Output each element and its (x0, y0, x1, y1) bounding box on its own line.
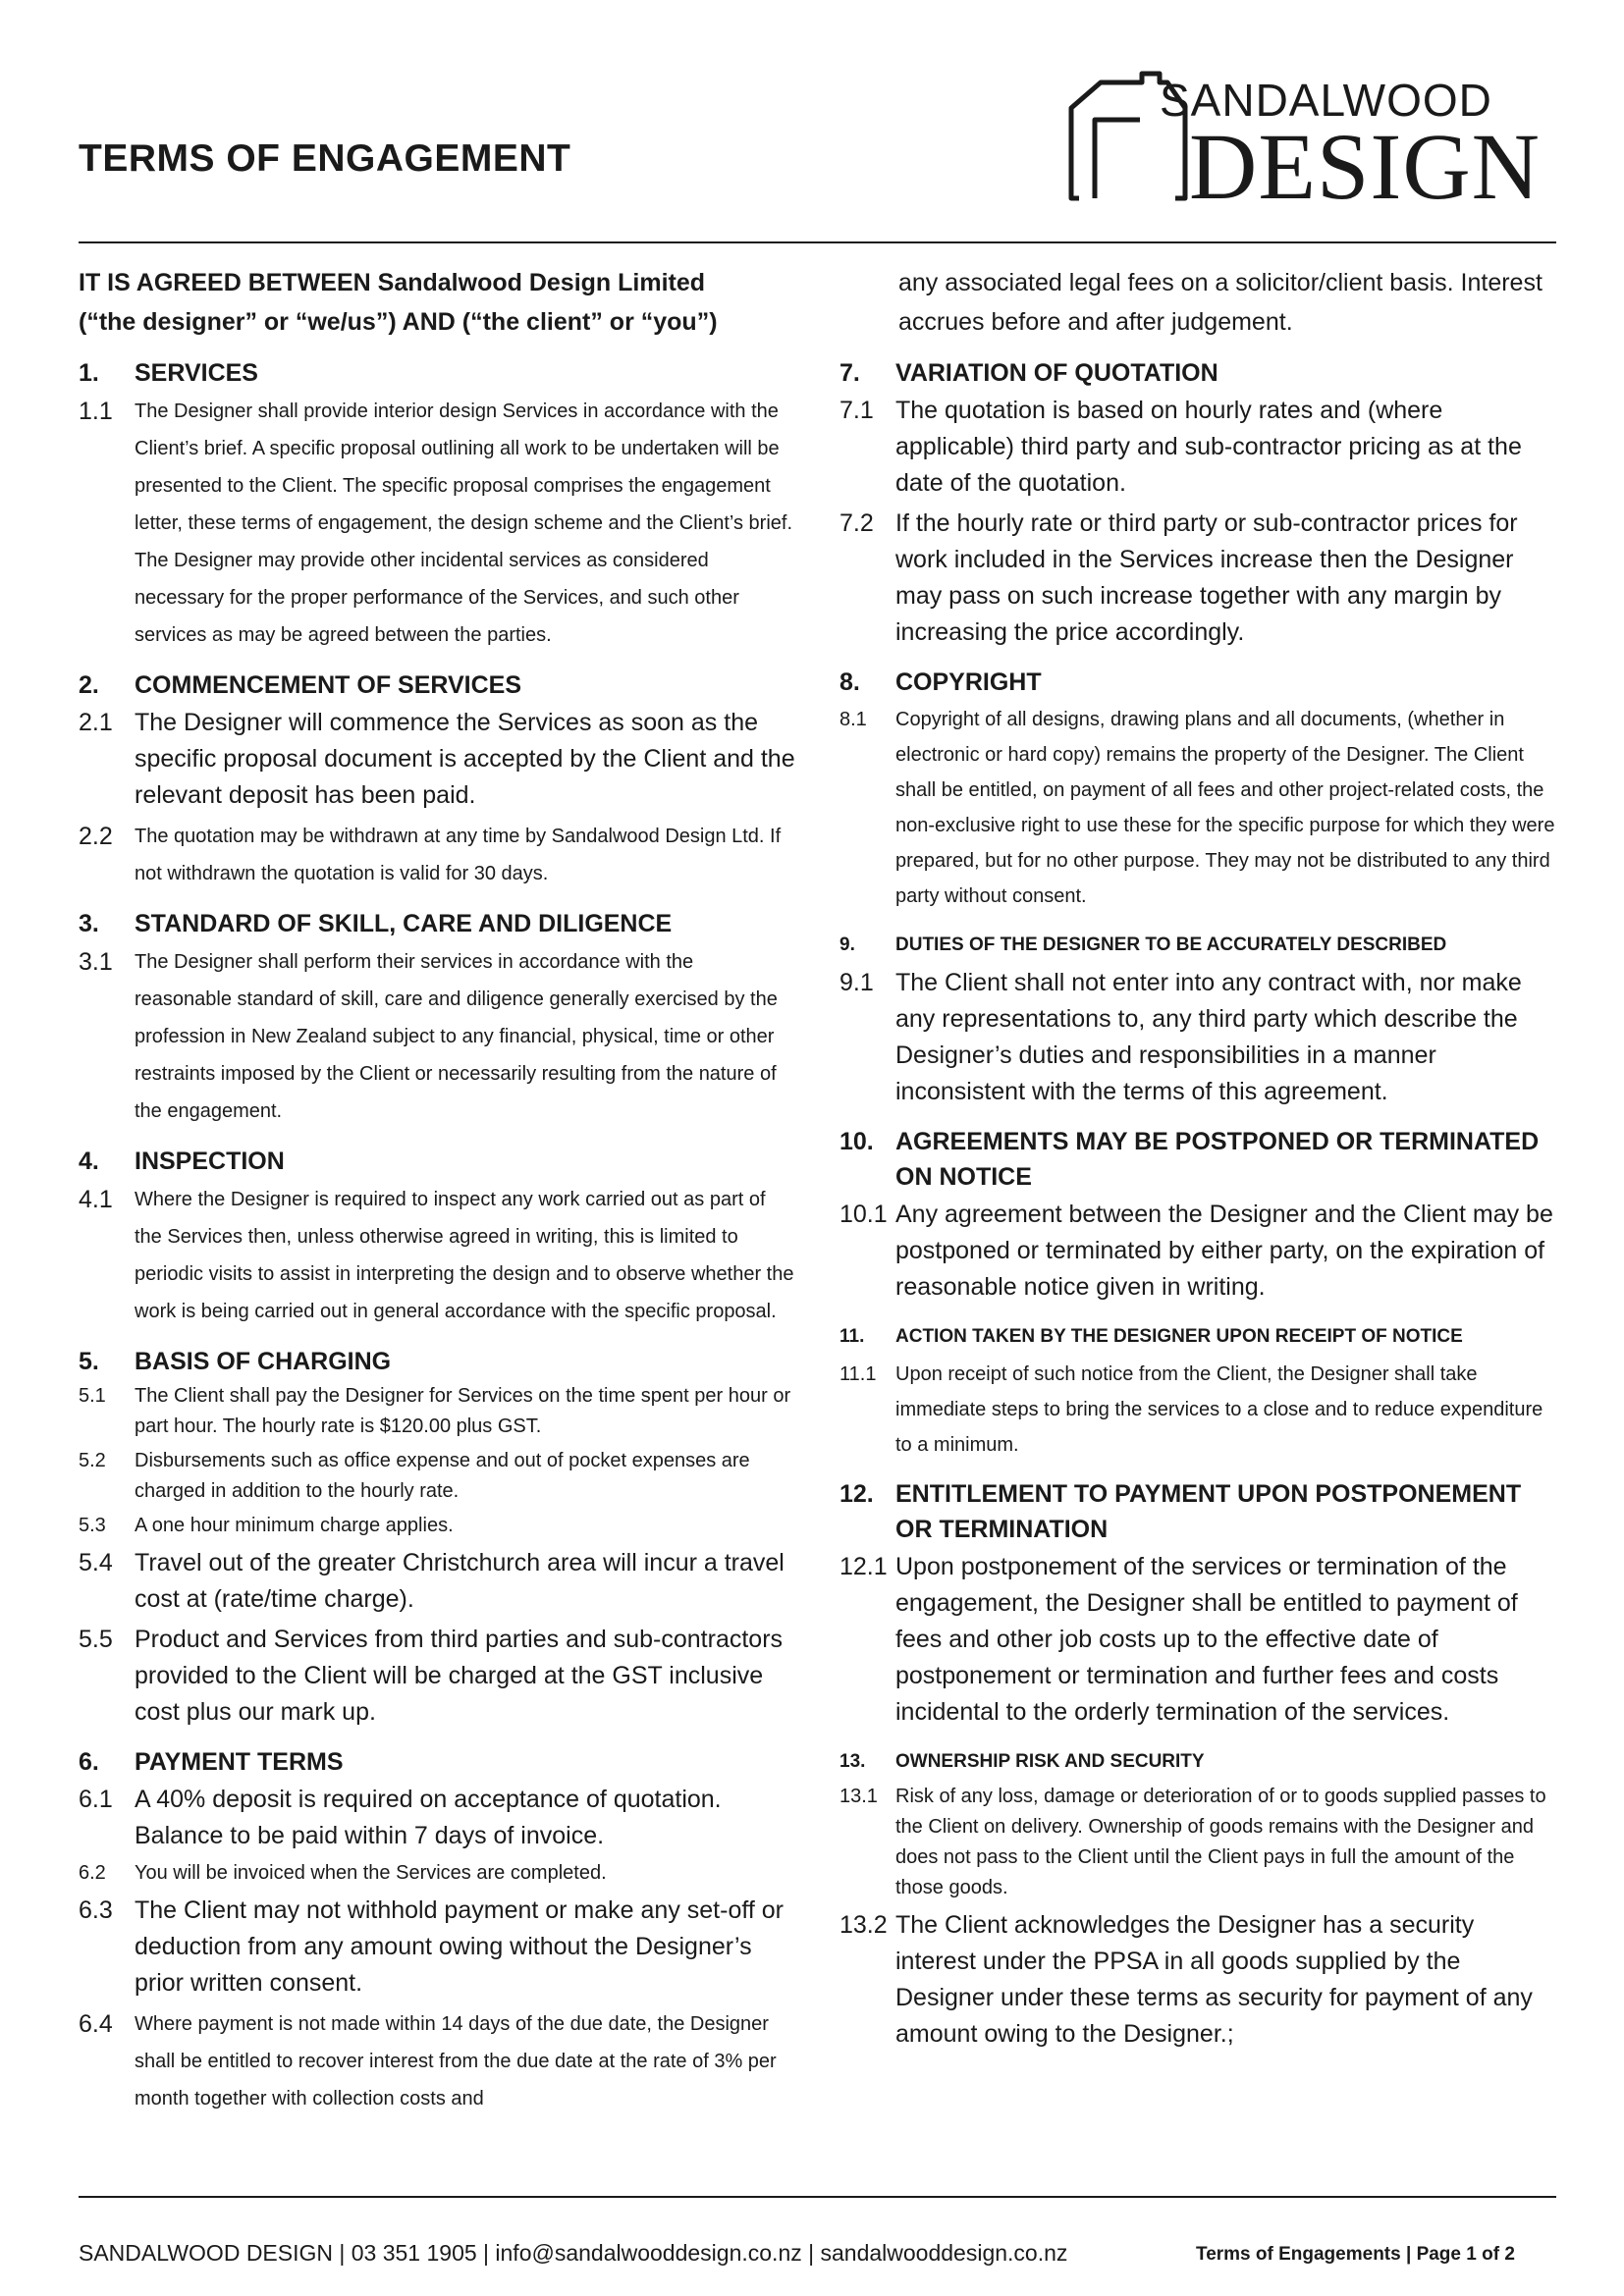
section-heading-action-upon-notice: 11. ACTION TAKEN BY THE DESIGNER UPON RECEIPT OF NOTICE (839, 1326, 1463, 1347)
clause-5-1: 5.1 The Client shall pay the Designer for Services on the time spent per hour or part hour. The hourly rate is $120.00 plus GST. (79, 1385, 791, 1437)
logo-wordmark-top: SANDALWOOD (1160, 75, 1492, 126)
section-heading-services: 1. SERVICES (79, 359, 258, 387)
clause-6-4: 6.4 Where payment is not made within 14 days of the due date, the Designer shall be entitled to recover interest from the due date at the rate of 3% per month together with collection costs and (79, 2010, 777, 2109)
section-heading-payment-terms: 6. PAYMENT TERMS (79, 1748, 344, 1776)
clause-3-1: 3.1 The Designer shall perform their services in accordance with the reasonable standard of skill, care and diligence generally exercised by the profession in New Zealand subject to any financial, physical, time or other restraints imposed by the Client or necessarily resulting from the nature of the engagement. (79, 948, 778, 1122)
clause-6-3: 6.3 The Client may not withhold payment or make any set-off or deduction from any amount owing without the Designer’s prior written consent. (79, 1896, 784, 1997)
clause-7-2: 7.2 If the hourly rate or third party or sub-contractor prices for work included in the Services increase then the Designer may pass on such increase together with any margin by increasing the price accordingly. (839, 509, 1518, 646)
clause-4-1: 4.1 Where the Designer is required to inspect any work carried out as part of the Services then, unless otherwise agreed in writing, this is limited to periodic visits to assist in interpreting the design and to observe whether the work is being carried out in general accordance with the specific proposal. (79, 1186, 794, 1322)
section-heading-ownership-risk: 13. OWNERSHIP RISK AND SECURITY (839, 1751, 1205, 1772)
section-heading-variation-of-quotation: 7. VARIATION OF QUOTATION (839, 359, 1218, 387)
clause-6-1: 6.1 A 40% deposit is required on acceptance of quotation. Balance to be paid within 7 days of invoice. (79, 1786, 722, 1849)
section-heading-commencement: 2. COMMENCEMENT OF SERVICES (79, 671, 522, 699)
clause-2-1: 2.1 The Designer will commence the Services as soon as the specific proposal document is accepted by the Client and the relevant deposit has been paid. (79, 709, 795, 809)
clause-8-1: 8.1 Copyright of all designs, drawing plans and all documents, (whether in electronic or hard copy) remains the property of the Designer. The Client shall be entitled, on payment of all fees and other project-related costs, the non-exclusive right to use these for the specific purpose for which they were prepared, but for no other purpose. They may not be distributed to any third party without consent. (839, 709, 1555, 907)
clause-5-3: 5.3 A one hour minimum charge applies. (79, 1515, 454, 1536)
section-heading-standard-of-skill: 3. STANDARD OF SKILL, CARE AND DILIGENCE (79, 910, 673, 937)
clause-2-2: 2.2 The quotation may be withdrawn at any time by Sandalwood Design Ltd. If not withdrawn the quotation is valid for 30 days. (79, 823, 782, 884)
clause-12-1: 12.1 Upon postponement of the services or termination of the engagement, the Designer shall be entitled to payment of fees and other job costs up to the effective date of postponement or termination and further fees and costs incidental to the orderly termination of the services. (839, 1553, 1518, 1726)
clause-6-2: 6.2 You will be invoiced when the Services are completed. (79, 1862, 607, 1884)
clause-5-4: 5.4 Travel out of the greater Christchurch area will incur a travel cost at (rate/time charge). (79, 1549, 785, 1613)
agreement-intro (79, 263, 795, 342)
footer-contact: SANDALWOOD DESIGN | 03 351 1905 | info@sandalwooddesign.co.nz | sandalwooddesign.co.nz (79, 2240, 1068, 2266)
clause-13-2: 13.2 The Client acknowledges the Designer has a security interest under the PPSA in all goods supplied by the Designer under these terms as security for payment of any amount owing to the Designer.; (839, 1911, 1533, 2048)
footer-page-number: Terms of Engagements | Page 1 of 2 (1196, 2244, 1515, 2265)
intro-line-1: IT IS AGREED BETWEEN Sandalwood Design Limited (79, 269, 706, 296)
header-divider (79, 241, 1556, 243)
clause-1-1: 1.1 The Designer shall provide interior design Services in accordance with the Client’s brief. A specific proposal outlining all work to be undertaken will be presented to the Client. The specific proposal comprises the engagement letter, these terms of engagement, the design scheme and the Client’s brief. The Designer may provide other incidental services as considered necessary for the proper performance of the Services, and such other services as may be agreed between the parties. (79, 398, 793, 646)
clause-5-2: 5.2 Disbursements such as office expense and out of pocket expenses are charged in addition to the hourly rate. (79, 1450, 750, 1502)
section-heading-postponed-or-terminated: 10. AGREEMENTS MAY BE POSTPONED OR TERMINATED ON NOTICE (839, 1128, 1540, 1191)
logo-wordmark-bottom: DESIGN (1189, 114, 1541, 206)
section-heading-inspection: 4. INSPECTION (79, 1148, 285, 1175)
company-logo (1065, 69, 1566, 206)
clause-11-1: 11.1 Upon receipt of such notice from the Client, the Designer shall take immediate steps to bring the services to a close and to reduce expenditure to a minimum. (839, 1363, 1543, 1456)
section-heading-basis-of-charging: 5. BASIS OF CHARGING (79, 1348, 392, 1375)
footer-divider (79, 2196, 1556, 2198)
left-column (79, 263, 795, 2121)
clause-5-5: 5.5 Product and Services from third parties and sub-contractors provided to the Client will be charged at the GST inclusive cost plus our mark up. (79, 1626, 784, 1726)
section-heading-copyright: 8. COPYRIGHT (839, 668, 1042, 696)
intro-line-2: (“the designer” or “we/us”) AND (“the client” or “you”) (79, 308, 718, 336)
right-column (839, 263, 1561, 2056)
clause-6-4-continuation: any associated legal fees on a solicitor/client basis. Interest accrues before and after judgement. (898, 269, 1543, 336)
section-heading-duties-of-designer: 9. DUTIES OF THE DESIGNER TO BE ACCURATELY DESCRIBED (839, 934, 1447, 955)
clause-10-1: 10.1 Any agreement between the Designer and the Client may be postponed or terminated by either party, on the expiration of reasonable notice given in writing. (839, 1201, 1553, 1301)
clause-9-1: 9.1 The Client shall not enter into any contract with, nor make any representations to, any third party which describe the Designer’s duties and responsibilities in a manner inconsistent with the terms of this agreement. (839, 969, 1522, 1105)
clause-7-1: 7.1 The quotation is based on hourly rates and (where applicable) third party and sub-contractor pricing as at the date of the quotation. (839, 397, 1522, 497)
section-heading-entitlement-to-payment: 12. ENTITLEMENT TO PAYMENT UPON POSTPONEMENT OR TERMINATION (839, 1480, 1522, 1543)
page-title: TERMS OF ENGAGEMENT (79, 137, 571, 180)
clause-13-1: 13.1 Risk of any loss, damage or deterioration of or to goods supplied passes to the Client on delivery. Ownership of goods remains with the Designer and does not pass to the Client until the Client pays in full the amount of the those goods. (839, 1786, 1546, 1898)
